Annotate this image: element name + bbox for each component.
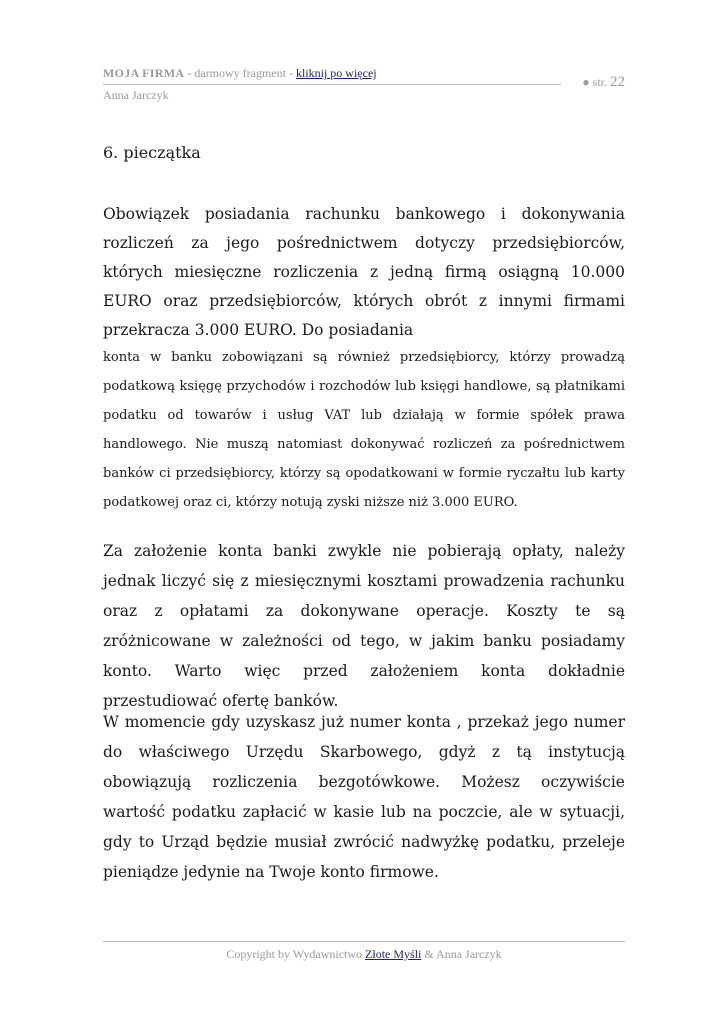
more-link[interactable]: kliknij po więcej	[295, 66, 377, 80]
page-prefix: ● str.	[582, 75, 607, 89]
section-title: 6. pieczątka	[103, 143, 201, 162]
footer-divider	[103, 941, 625, 942]
header-title-line	[103, 66, 377, 81]
header-author: Anna Jarczyk	[103, 88, 169, 102]
page-number	[582, 74, 625, 91]
page-number-value: 22	[610, 74, 625, 90]
brand-name: MOJA FIRMA	[103, 66, 185, 80]
footer-author: & Anna Jarczyk	[424, 947, 502, 961]
footer-copyright: Copyright by Wydawnictwo	[226, 947, 363, 961]
page-header	[103, 62, 625, 108]
page-footer	[103, 947, 625, 962]
paragraph-2: Za założenie konta banki zwykle nie pobierają opłaty, należy jednak liczyć się z miesięcznymi kosztami prowadzenia rachunku oraz z opłatami za dokonywane operacje. Koszty te są zróżnicowane w zależności od tego, w jakim banku posiadamy konto. Warto więc przed założeniem konta dokładnie przestudiować ofertę banków.	[103, 542, 625, 710]
paragraph-1-small: konta w banku zobowiązani są również przedsiębiorcy, którzy prowadzą podatkową księgę przychodów i rozchodów lub księgi handlowe, są płatnikami podatku od towarów i usług VAT lub działają w formie spółek prawa handlowego. Nie muszą natomiast dokonywać rozliczeń za pośrednictwem banków ci przedsiębiorcy, którzy są opodatkowani w formie ryczałtu lub karty podatkowej oraz ci, którzy notują zyski niższe niż 3.000 EURO.	[103, 350, 625, 510]
paragraph-3: W momencie gdy uzyskasz już numer konta , przekaż jego numer do właściwego Urzędu Skarbowego, gdyż z tą instytucją obowiązują rozliczenia bezgotówkowe. Możesz oczywiście wartość podatku zapłacić w kasie lub na poczcie, ale w sytuacji, gdy to Urząd będzie musiał zwrócić nadwyżkę podatku, przeleje pieniądze jedynie na Twoje konto firmowe.	[103, 713, 625, 881]
header-divider	[103, 84, 561, 85]
fragment-label: - darmowy fragment -	[187, 66, 293, 80]
publisher-link[interactable]: Złote Myśli	[365, 947, 422, 961]
paragraph-1-large: Obowiązek posiadania rachunku bankowego i dokonywania rozliczeń za jego pośrednictwem dotyczy przedsiębiorców, których miesięczne rozliczenia z jedną firmą osiągną 10.000 EURO oraz przedsiębiorców, których obrót z innymi firmami przekracza 3.000 EURO. Do posiadania	[103, 205, 625, 339]
